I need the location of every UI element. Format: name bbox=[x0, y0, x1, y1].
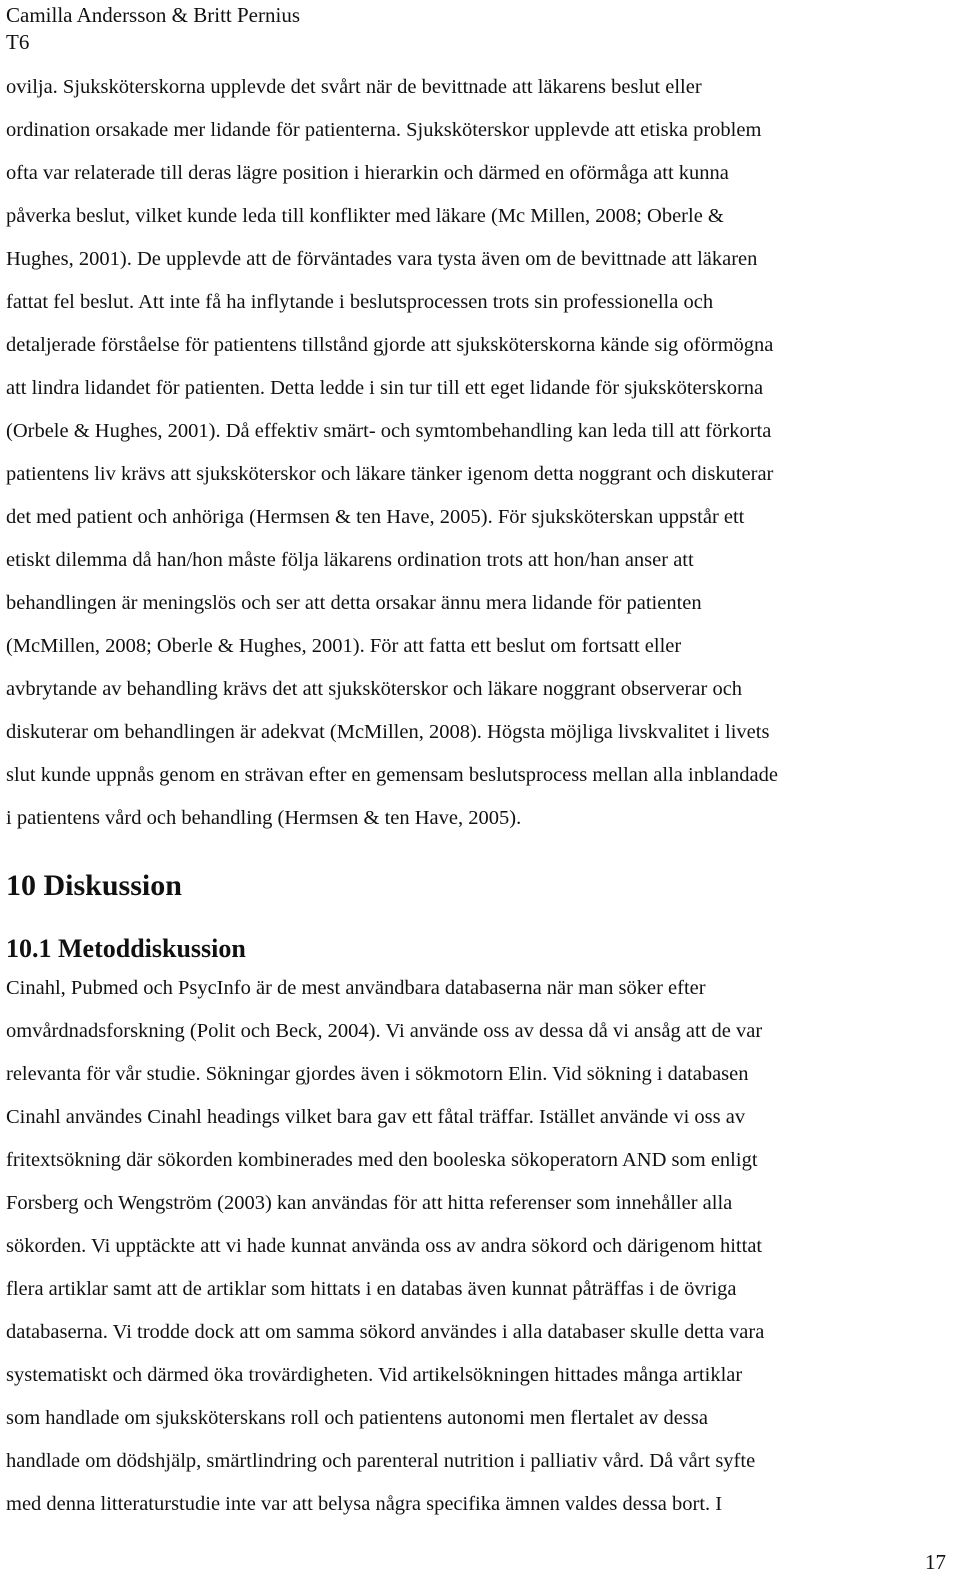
text-line: relevanta för vår studie. Sökningar gjordes även i sökmotorn Elin. Vid sökning i databasen bbox=[6, 1063, 749, 1085]
text-line: flera artiklar samt att de artiklar som hittats i en databas även kunnat påträffas i de övriga bbox=[6, 1278, 737, 1300]
text-line: Forsberg och Wengström (2003) kan användas för att hitta referenser som innehåller alla bbox=[6, 1192, 733, 1214]
text-line: databaserna. Vi trodde dock att om samma sökord användes i alla databaser skulle detta vara bbox=[6, 1321, 765, 1343]
text-line: omvårdnadsforskning (Polit och Beck, 2004). Vi använde oss av dessa då vi ansåg att de var bbox=[6, 1020, 763, 1042]
text-line: Cinahl, Pubmed och PsycInfo är de mest användbara databaserna när man söker efter bbox=[6, 977, 706, 999]
text-line: i patientens vård och behandling (Hermsen & ten Have, 2005). bbox=[6, 807, 522, 829]
text-line: fritextsökning där sökorden kombinerades med den booleska sökoperatorn AND som enligt bbox=[6, 1149, 758, 1171]
paragraph-method-discussion bbox=[6, 967, 948, 1526]
text-line: patientens liv krävs att sjuksköterskor och läkare tänker igenom detta noggrant och diskuterar bbox=[6, 463, 774, 485]
text-line: etiskt dilemma då han/hon måste följa läkarens ordination trots att hon/han anser att bbox=[6, 549, 694, 571]
text-line: slut kunde uppnås genom en strävan efter en gemensam beslutsprocess mellan alla inblandade bbox=[6, 764, 778, 786]
section-heading-diskussion: 10 Diskussion bbox=[6, 869, 182, 902]
header-code: T6 bbox=[6, 30, 30, 54]
text-line: ordination orsakade mer lidande för patienterna. Sjuksköterskor upplevde att etiska problem bbox=[6, 119, 762, 141]
text-line: Hughes, 2001). De upplevde att de förväntades vara tysta även om de bevittnade att läkaren bbox=[6, 248, 758, 270]
header-authors: Camilla Andersson & Britt Pernius bbox=[6, 3, 300, 27]
page-number: 17 bbox=[925, 1550, 946, 1574]
text-line: Cinahl användes Cinahl headings vilket bara gav ett fåtal träffar. Istället använde vi oss av bbox=[6, 1106, 746, 1128]
text-line: systematiskt och därmed öka trovärdigheten. Vid artikelsökningen hittades många artiklar bbox=[6, 1364, 743, 1386]
text-line: med denna litteraturstudie inte var att belysa några specifika ämnen valdes dessa bort. I bbox=[6, 1493, 723, 1515]
text-line: ofta var relaterade till deras lägre position i hierarkin och därmed en oförmåga att kunna bbox=[6, 162, 729, 184]
text-line: (Orbele & Hughes, 2001). Då effektiv smärt- och symtombehandling kan leda till att förkorta bbox=[6, 420, 772, 442]
subsection-heading-metoddiskussion: 10.1 Metoddiskussion bbox=[6, 934, 246, 963]
text-line: behandlingen är meningslös och ser att detta orsakar ännu mera lidande för patienten bbox=[6, 592, 702, 614]
text-line: att lindra lidandet för patienten. Detta ledde i sin tur till ett eget lidande för sjuksköterskorna bbox=[6, 377, 764, 399]
text-line: sökorden. Vi upptäckte att vi hade kunnat använda oss av andra sökord och därigenom hittat bbox=[6, 1235, 763, 1257]
text-line: det med patient och anhöriga (Hermsen & ten Have, 2005). För sjuksköterskan uppstår ett bbox=[6, 506, 745, 528]
text-line: handlade om dödshjälp, smärtlindring och parenteral nutrition i palliativ vård. Då vårt syfte bbox=[6, 1450, 756, 1472]
text-line: (McMillen, 2008; Oberle & Hughes, 2001). För att fatta ett beslut om fortsatt eller bbox=[6, 635, 682, 657]
text-line: fattat fel beslut. Att inte få ha inflytande i beslutsprocessen trots sin professionella och bbox=[6, 291, 714, 313]
text-line: som handlade om sjuksköterskans roll och patientens autonomi men flertalet av dessa bbox=[6, 1407, 708, 1429]
text-line: detaljerade förståelse för patientens tillstånd gjorde att sjuksköterskorna kände sig oförmögna bbox=[6, 334, 774, 356]
text-line: diskuterar om behandlingen är adekvat (McMillen, 2008). Högsta möjliga livskvalitet i livets bbox=[6, 721, 770, 743]
page-header bbox=[6, 2, 300, 56]
paragraph-ethics bbox=[6, 66, 948, 840]
text-line: ovilja. Sjuksköterskorna upplevde det svårt när de bevittnade att läkarens beslut eller bbox=[6, 76, 702, 98]
text-line: påverka beslut, vilket kunde leda till konflikter med läkare (Mc Millen, 2008; Oberle & bbox=[6, 205, 724, 227]
text-line: avbrytande av behandling krävs det att sjuksköterskor och läkare noggrant observerar och bbox=[6, 678, 743, 700]
